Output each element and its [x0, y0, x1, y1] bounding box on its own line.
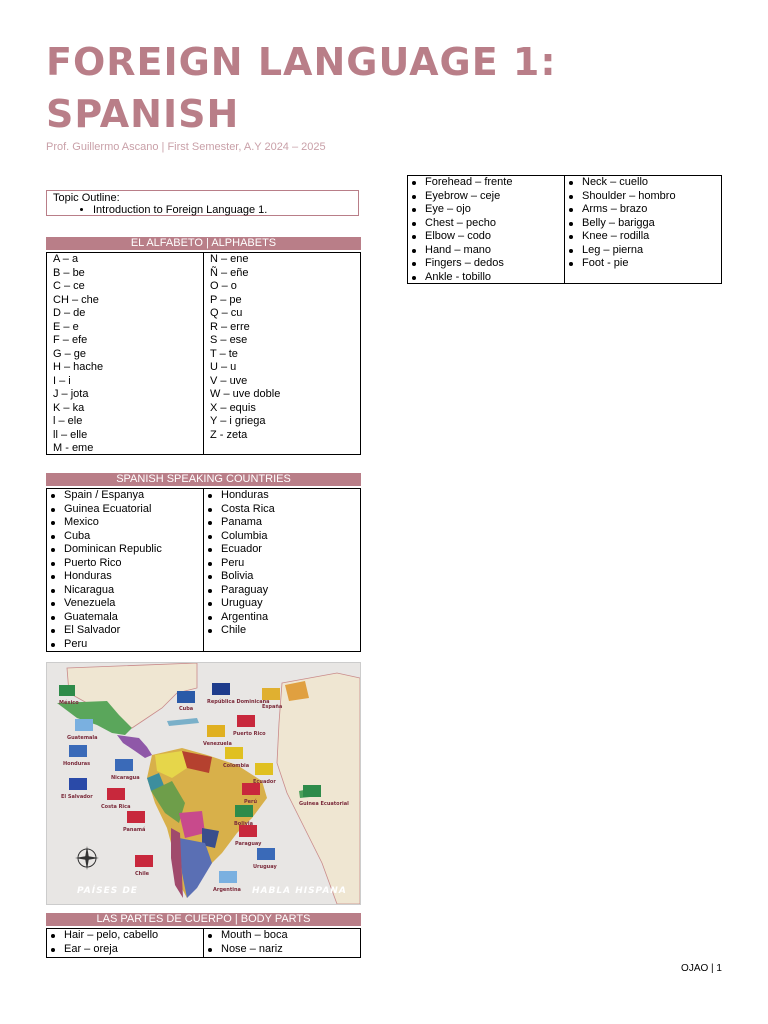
- map-label: El Salvador: [61, 794, 93, 800]
- flag-mexico-icon: [59, 685, 75, 696]
- alphabet-entry: R – erre: [210, 320, 250, 333]
- body-part-item: Foot - pie: [565, 257, 721, 271]
- body-part-item: Leg – pierna: [565, 244, 721, 258]
- body-part-item: Hand – mano: [408, 244, 564, 258]
- subtitle: Prof. Guillermo Ascano | First Semester, A.Y 2024 – 2025: [46, 141, 326, 153]
- body-parts-continued-table: [407, 175, 722, 284]
- country-item: Uruguay: [204, 597, 360, 611]
- map-label: Honduras: [63, 761, 91, 767]
- spanish-speaking-map: [46, 662, 361, 905]
- map-label: Colombia: [223, 763, 250, 769]
- body-parts-table: [46, 928, 361, 958]
- alphabet-entry: U – u: [210, 361, 237, 373]
- flag-guinea-icon: [303, 785, 321, 797]
- countries-column-2: [203, 489, 360, 651]
- body-part-item: Elbow – codo: [408, 230, 564, 244]
- alphabet-entry: B – be: [53, 266, 85, 279]
- flag-chile-icon: [135, 855, 153, 867]
- flag-cuba-icon: [177, 691, 195, 703]
- alphabet-entry: ll – elle: [53, 428, 88, 441]
- body-part-item: Forehead – frente: [408, 176, 564, 190]
- alphabet-entry: H – hache: [53, 361, 104, 373]
- body-part-item: Eye – ojo: [408, 203, 564, 217]
- country-item: Columbia: [204, 530, 360, 544]
- flag-ecuador-icon: [255, 763, 273, 775]
- alphabet-entry: Q – cu: [210, 307, 243, 319]
- map-label: Venezuela: [203, 741, 232, 747]
- alphabet-entry: O – o: [210, 280, 237, 292]
- body-part-item: Neck – cuello: [565, 176, 721, 190]
- map-label: Paraguay: [235, 841, 262, 847]
- document-title: [46, 36, 557, 140]
- body-part-item: Chest – pecho: [408, 217, 564, 231]
- body-parts-continued-column-1: [408, 176, 564, 283]
- country-item: Guinea Ecuatorial: [47, 503, 203, 517]
- map-label: Guinea Ecuatorial: [299, 801, 349, 807]
- body-part-item: Hair – pelo, cabello: [47, 929, 203, 943]
- flag-dominican-icon: [212, 683, 230, 695]
- map-banner-right: HABLA HISPANA: [252, 886, 347, 896]
- flag-nicaragua-icon: [115, 759, 133, 771]
- alphabet-entry: X – equis: [210, 401, 256, 414]
- country-item: Puerto Rico: [47, 557, 203, 571]
- country-item: Nicaragua: [47, 584, 203, 598]
- alphabet-table: [46, 252, 361, 455]
- alphabet-entry: T – te: [210, 347, 238, 360]
- title-line-2: SPANISH: [46, 92, 240, 136]
- country-item: Mexico: [47, 516, 203, 530]
- body-part-item: Nose – nariz: [204, 943, 360, 957]
- map-label: Guatemala: [67, 735, 98, 741]
- body-part-item: Fingers – dedos: [408, 257, 564, 271]
- country-item: Costa Rica: [204, 503, 360, 517]
- body-part-item: Ankle - tobillo: [408, 271, 564, 285]
- map-illustration: [47, 663, 360, 904]
- alphabet-entry: W – uve doble: [210, 388, 281, 400]
- body-parts-column-1: [47, 929, 203, 957]
- country-item: Honduras: [47, 570, 203, 584]
- map-label: Uruguay: [253, 864, 277, 870]
- country-item: El Salvador: [47, 624, 203, 638]
- body-part-item: Shoulder – hombro: [565, 190, 721, 204]
- map-label: Perú: [244, 799, 258, 805]
- map-label: Chile: [135, 871, 150, 877]
- country-item: Dominican Republic: [47, 543, 203, 557]
- topic-outline-item: • Introduction to Foreign Language 1.: [93, 204, 352, 216]
- alphabet-entry: F – efe: [53, 334, 88, 346]
- country-item: Peru: [204, 557, 360, 571]
- flag-argentina-icon: [219, 871, 237, 883]
- flag-venezuela-icon: [207, 725, 225, 737]
- alphabet-entry: Z - zeta: [210, 428, 248, 441]
- alphabet-entry: V – uve: [210, 374, 248, 387]
- alphabet-entry: CH – che: [53, 293, 99, 306]
- alphabet-entry: Ñ – eñe: [210, 266, 249, 279]
- map-banner-left: PAÍSES DE: [77, 886, 138, 896]
- country-item: Ecuador: [204, 543, 360, 557]
- alphabet-entry: l – ele: [53, 415, 83, 427]
- body-parts-continued-column-2: [564, 176, 721, 283]
- flag-guatemala-icon: [75, 719, 93, 731]
- country-item: Peru: [47, 638, 203, 652]
- map-label: República Dominicana: [207, 699, 270, 705]
- countries-table: [46, 488, 361, 652]
- alphabet-entry: K – ka: [53, 401, 85, 414]
- alphabet-entry: Y – i griega: [210, 415, 266, 427]
- country-item: Bolivia: [204, 570, 360, 584]
- country-item: Cuba: [47, 530, 203, 544]
- topic-outline-label: Topic Outline:: [53, 192, 120, 204]
- body-parts-column-2: [203, 929, 360, 957]
- alphabet-entry: P – pe: [210, 293, 242, 306]
- map-label: Ecuador: [253, 779, 276, 785]
- alphabet-column-1: [47, 253, 203, 454]
- country-item: Honduras: [204, 489, 360, 503]
- map-label: Bolivia: [234, 821, 254, 827]
- alphabet-entry: J – jota: [53, 388, 89, 400]
- flag-costa-rica-icon: [107, 788, 125, 800]
- country-item: Venezuela: [47, 597, 203, 611]
- body-part-item: Ear – oreja: [47, 943, 203, 957]
- map-label: España: [262, 704, 283, 710]
- title-line-1: FOREIGN LANGUAGE 1:: [46, 40, 557, 84]
- map-label: Puerto Rico: [233, 731, 266, 737]
- topic-outline-list: [53, 204, 352, 216]
- flag-uruguay-icon: [257, 848, 275, 860]
- topic-outline-box: [46, 190, 359, 216]
- alphabet-column-2: [203, 253, 360, 454]
- alphabet-entry: C – ce: [53, 280, 85, 292]
- country-item: Paraguay: [204, 584, 360, 598]
- body-part-item: Arms – brazo: [565, 203, 721, 217]
- flag-colombia-icon: [225, 747, 243, 759]
- map-label: Cuba: [179, 706, 194, 712]
- country-item: Spain / Espanya: [47, 489, 203, 503]
- body-part-item: Knee – rodilla: [565, 230, 721, 244]
- country-item: Chile: [204, 624, 360, 638]
- alphabet-heading: EL ALFABETO | ALPHABETS: [46, 237, 361, 250]
- country-item: Argentina: [204, 611, 360, 625]
- map-label: México: [59, 700, 79, 706]
- body-parts-heading: LAS PARTES DE CUERPO | BODY PARTS: [46, 913, 361, 926]
- flag-panama-icon: [127, 811, 145, 823]
- alphabet-entry: S – ese: [210, 334, 248, 346]
- alphabet-entry: D – de: [53, 307, 86, 319]
- map-label: Costa Rica: [101, 804, 131, 810]
- alphabet-entry: N – ene: [210, 253, 249, 265]
- body-part-item: Belly – barigga: [565, 217, 721, 231]
- countries-heading: SPANISH SPEAKING COUNTRIES: [46, 473, 361, 486]
- alphabet-entry: M - eme: [53, 442, 94, 454]
- flag-honduras-icon: [69, 745, 87, 757]
- map-label: Argentina: [213, 887, 241, 893]
- countries-column-1: [47, 489, 203, 651]
- country-item: Guatemala: [47, 611, 203, 625]
- alphabet-entry: I – i: [53, 374, 71, 387]
- flag-bolivia-icon: [235, 805, 253, 817]
- flag-el-salvador-icon: [69, 778, 87, 790]
- map-label: Panamá: [123, 827, 146, 833]
- body-part-item: Mouth – boca: [204, 929, 360, 943]
- alphabet-entry: A – a: [53, 253, 79, 265]
- page-footer: OJAO | 1: [681, 963, 722, 974]
- body-part-item: Eyebrow – ceje: [408, 190, 564, 204]
- alphabet-entry: E – e: [53, 320, 79, 333]
- map-label: Nicaragua: [111, 775, 140, 781]
- alphabet-entry: G – ge: [53, 347, 87, 360]
- country-item: Panama: [204, 516, 360, 530]
- flag-puerto-rico-icon: [237, 715, 255, 727]
